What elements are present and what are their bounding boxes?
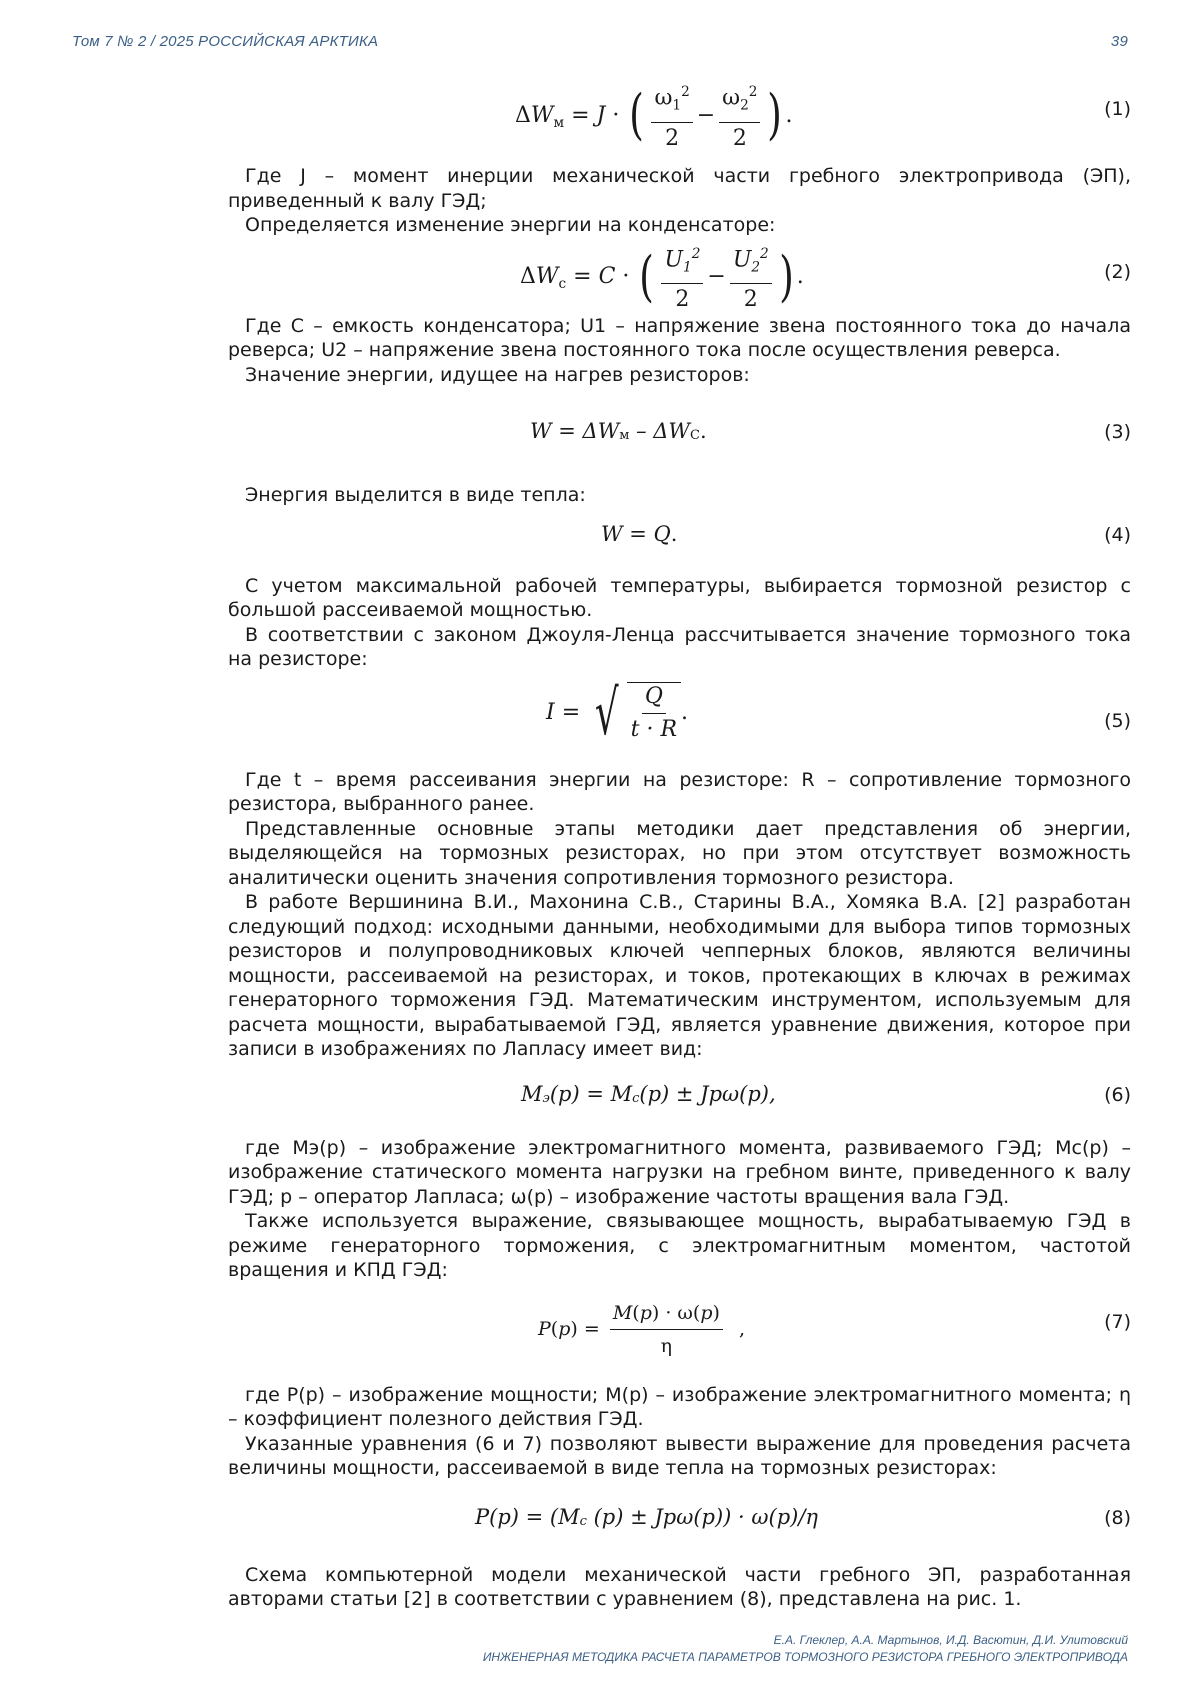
equation-4: W = Q . (4) [601,521,1131,546]
equation-number: (1) [1104,98,1131,120]
equation-number: (3) [1104,421,1131,443]
equation-number: (8) [1104,1506,1131,1529]
paragraph: Где t – время рассеивания энергии на резисторе: R – сопротивление тормозного резистора, выбранного ранее. [228,768,1131,815]
paragraph: В соответствии с законом Джоуля-Ленца рассчитывается значение тормозного тока на резисторе: [228,623,1131,670]
footer-authors: Е.А. Глеклер, А.А. Мартынов, И.Д. Васютин, Д.И. Улитовский [773,1633,1128,1647]
equation-1: Δ W $_м$ = J · ( $\frac{\omega_1^2}{2}$ − $\frac{\omega_2^2}{2}$ ) . (1) [228,78,1131,166]
paragraph: С учетом максимальной рабочей температуры, выбирается тормозной резистор с большой рассеиваемой мощностью. [228,574,1131,621]
equation-number: (7) [1104,1310,1131,1333]
equation-3: W = ΔW $_м$ – ΔW $_С$ . (3) [530,419,1131,443]
footer-article-title: ИНЖЕНЕРНАЯ МЕТОДИКА РАСЧЕТА ПАРАМЕТРОВ ТОРМОЗНОГО РЕЗИСТОРА ГРЕБНОГО ЭЛЕКТРОПРИВОДА [482,1650,1128,1664]
paragraph: где P(p) – изображение мощности; M(p) – изображение электромагнитного момента; η – коэффициент полезного действия ГЭД. [228,1383,1131,1430]
page-number: 39 [1110,33,1128,50]
paragraph: В работе Вершинина В.И., Махонина С.В., Старины В.А., Хомяка В.А. [2] разработан следующий подход: исходными данными, необходимыми для выбора типов тормозных резисторов и полупроводниковых ключей чепперных блоков, являются величины мощности, рассеиваемой на резисторах, и токов, протекающих в ключах в режимах генераторного торможения ГЭД. Математическим инструментом, используемым для расчета мощности, вырабатываемой ГЭД, является уравнение движения, которое при записи в изображениях по Лапласу имеет вид: [228,891,1131,1060]
paragraph: Указанные уравнения (6 и 7) позволяют вывести выражение для проведения расчета величины мощности, рассеиваемой в виде тепла на тормозных резисторах: [228,1432,1131,1479]
equation-number: (4) [1104,523,1131,546]
paragraph: где Mэ(p) – изображение электромагнитного момента, развиваемого ГЭД; Mc(p) – изображение статического момента нагрузки на гребном винте, приведенного к валу ГЭД; p – оператор Лапласа; ω(p) – изображение частоты вращения вала ГЭД. [228,1136,1131,1208]
equation-2: Δ W $_c$ = C · ( $\frac{U_1^2}{2}$ − $\frac{U_2^2}{2}$ ) . (2) [228,238,1131,314]
equation-number: (6) [1104,1083,1131,1106]
paragraph: Энергия выделится в виде тепла: [245,484,586,506]
equation-7: P ( p ) = $\frac{M(p) \cdot \omega(p)}{\eta}$ , (7) [228,1283,1131,1383]
paragraph: Где J – момент инерции механической части гребного электропривода (ЭП), приведенный к валу ГЭД; [228,165,1131,212]
equation-number: (5) [1104,709,1131,732]
equation-6: M $_э$ (p) = M $_c$ (p) ± Jpω(p), (6) [521,1081,1131,1106]
equation-number: (2) [1104,260,1131,283]
paragraph: Также используется выражение, связывающее мощность, вырабатываемую ГЭД в режиме генераторного торможения, с электромагнитным моментом, частотой вращения и КПД ГЭД: [228,1210,1131,1281]
paragraph: Схема компьютерной модели механической части гребного ЭП, разработанная авторами статьи [2] в соответствии с уравнением (8), представлена на рис. 1. [228,1563,1131,1610]
paragraph: Определяется изменение энергии на конденсаторе: [245,214,776,236]
paragraph: Где C – емкость конденсатора; U1 – напряжение звена постоянного тока до начала реверса; U2 – напряжение звена постоянного тока после осуществления реверса. [228,314,1131,361]
equation-5: I = √ $\frac{Q}{t \cdot R}$ . (5) [546,675,1131,749]
running-header-journal: Том 7 № 2 / 2025 РОССИЙСКАЯ АРКТИКА [72,33,379,50]
equation-8: P(p) = (M $_c$ (p) ± Jpω(p)) · ω(p)/η (8) [475,1504,1131,1529]
paragraph: Значение энергии, идущее на нагрев резисторов: [245,363,750,386]
article-body [228,78,1131,1612]
paragraph: Представленные основные этапы методики дает представления об энергии, выделяющейся на тормозных резисторах, но при этом отсутствует возможность аналитически оценить значения сопротивления тормозного резистора. [228,817,1131,889]
